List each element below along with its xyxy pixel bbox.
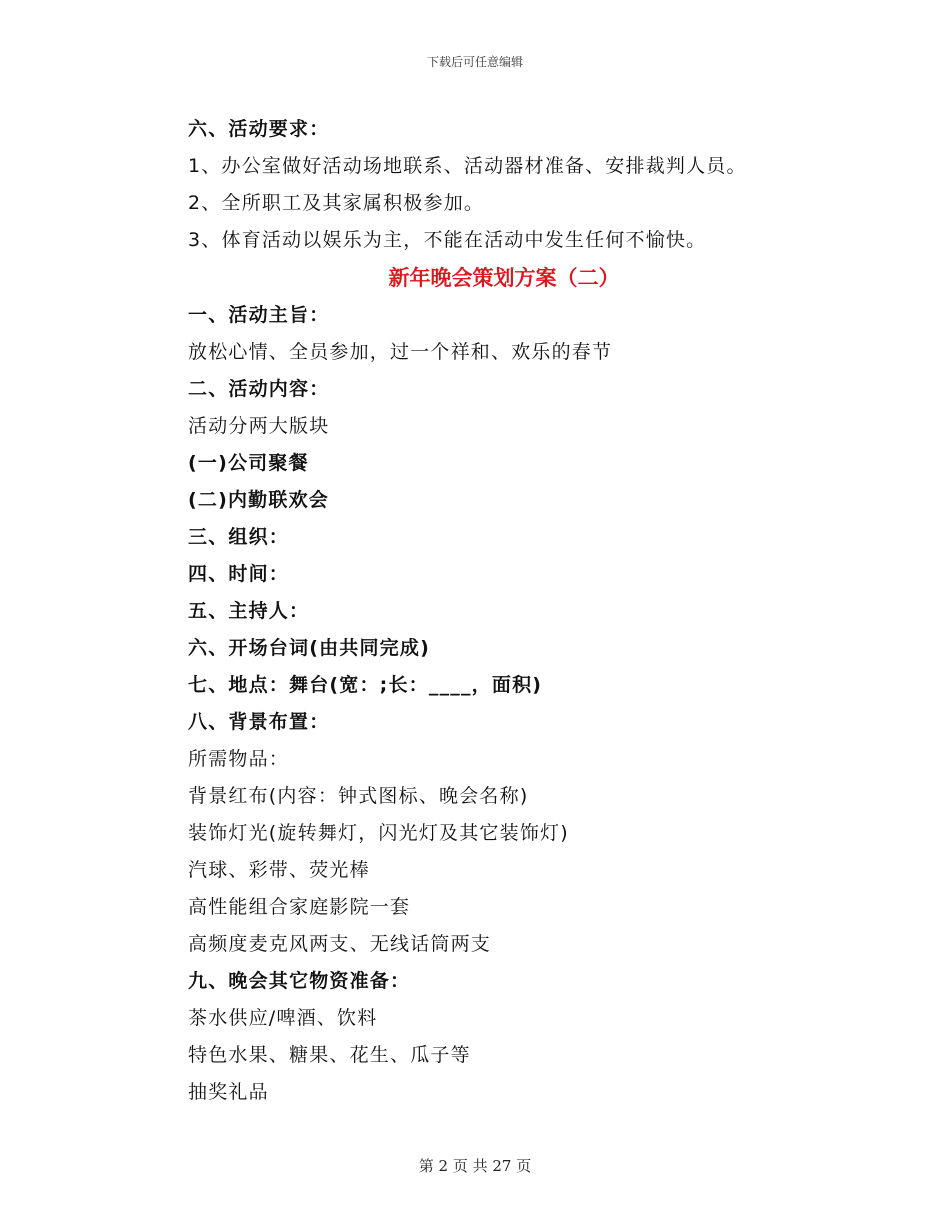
background-item: 高频度麦克风两支、无线话筒两支 [188, 933, 492, 955]
document-body [188, 111, 828, 1111]
background-item: 所需物品： [188, 748, 290, 770]
background-item: 背景红布(内容：钟式图标、晚会名称) [188, 785, 529, 807]
plan-title: 新年晚会策划方案（二） [388, 266, 620, 290]
supplies-item: 茶水供应/啤酒、饮料 [188, 1007, 378, 1029]
section-heading-supplies: 九、晚会其它物资准备： [188, 970, 411, 992]
section-heading-background: 八、背景布置： [188, 711, 330, 733]
requirement-item-1: 1、办公室做好活动场地联系、活动器材准备、安排裁判人员。 [188, 155, 747, 177]
requirement-item-2: 2、全所职工及其家属积极参加。 [188, 192, 485, 214]
page-footer: 第 2 页 共 27 页 [418, 1157, 532, 1175]
section-heading-purpose: 一、活动主旨： [188, 304, 330, 326]
supplies-item: 特色水果、糖果、花生、瓜子等 [188, 1044, 471, 1066]
section-heading-content: 二、活动内容： [188, 378, 330, 400]
section-heading-host: 五、主持人： [188, 600, 310, 622]
page-header-note: 下载后可任意编辑 [426, 55, 523, 69]
content-text: 活动分两大版块 [188, 415, 330, 437]
background-item: 汽球、彩带、荧光棒 [188, 859, 370, 881]
purpose-text: 放松心情、全员参加，过一个祥和、欢乐的春节 [188, 341, 613, 363]
supplies-item: 抽奖礼品 [188, 1081, 269, 1103]
content-part-party: (二)内勤联欢会 [188, 489, 329, 511]
section-heading-venue: 七、地点：舞台(宽：;长：____，面积) [188, 674, 543, 696]
section-heading-organization: 三、组织： [188, 526, 290, 548]
section-heading-opening: 六、开场台词(由共同完成) [188, 637, 430, 659]
requirement-item-3: 3、体育活动以娱乐为主，不能在活动中发生任何不愉快。 [188, 229, 707, 251]
section-heading-requirements: 六、活动要求： [188, 118, 330, 140]
background-item: 高性能组合家庭影院一套 [188, 896, 411, 918]
content-part-dinner: (一)公司聚餐 [188, 452, 309, 474]
section-heading-time: 四、时间： [188, 563, 290, 585]
background-item: 装饰灯光(旋转舞灯，闪光灯及其它装饰灯) [188, 822, 569, 844]
